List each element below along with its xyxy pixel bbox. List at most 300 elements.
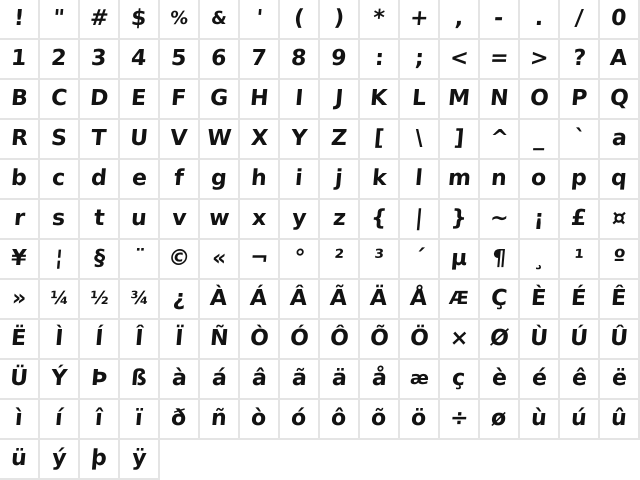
glyph-character: 5	[170, 46, 188, 71]
glyph-cell[interactable]	[360, 80, 400, 120]
glyph-character: [	[372, 126, 386, 151]
glyph-cell[interactable]	[120, 120, 160, 160]
glyph-character: )	[332, 6, 346, 31]
glyph-character: ©	[166, 246, 192, 271]
glyph-cell[interactable]	[400, 160, 440, 200]
glyph-cell[interactable]	[520, 240, 560, 280]
glyph-character: *	[372, 6, 386, 31]
glyph-character: Ï	[173, 326, 185, 351]
glyph-cell[interactable]	[600, 160, 640, 200]
glyph-character: ô	[330, 406, 348, 431]
glyph-character: s	[51, 206, 67, 231]
glyph-cell[interactable]	[280, 400, 320, 440]
glyph-cell[interactable]	[560, 120, 600, 160]
glyph-character: á	[210, 366, 228, 391]
glyph-character: w	[207, 206, 231, 231]
glyph-cell[interactable]	[200, 360, 240, 400]
glyph-character: "	[52, 6, 66, 31]
glyph-cell[interactable]	[120, 200, 160, 240]
glyph-character: '	[254, 6, 264, 31]
glyph-cell[interactable]	[40, 40, 80, 80]
glyph-cell[interactable]	[280, 280, 320, 320]
glyph-cell[interactable]	[600, 360, 640, 400]
glyph-cell[interactable]	[80, 280, 120, 320]
glyph-character: Á	[249, 286, 269, 311]
glyph-cell[interactable]	[440, 360, 480, 400]
glyph-cell[interactable]	[240, 320, 280, 360]
glyph-cell[interactable]	[400, 280, 440, 320]
glyph-cell[interactable]	[40, 0, 80, 40]
glyph-character: F	[170, 86, 188, 111]
glyph-cell[interactable]	[40, 360, 80, 400]
glyph-cell[interactable]	[600, 280, 640, 320]
glyph-cell[interactable]	[40, 320, 80, 360]
glyph-character: D	[88, 86, 110, 111]
glyph-character: /	[573, 6, 585, 31]
glyph-cell[interactable]	[40, 280, 80, 320]
glyph-cell[interactable]	[520, 120, 560, 160]
glyph-character: ×	[448, 326, 470, 351]
glyph-cell[interactable]	[240, 280, 280, 320]
glyph-character: »	[10, 286, 28, 311]
glyph-row	[0, 240, 640, 280]
glyph-cell[interactable]	[320, 360, 360, 400]
glyph-cell[interactable]	[320, 280, 360, 320]
glyph-character: ò	[250, 406, 268, 431]
glyph-cell[interactable]	[40, 160, 80, 200]
glyph-cell[interactable]	[560, 160, 600, 200]
glyph-cell[interactable]	[0, 160, 40, 200]
glyph-character: b	[10, 166, 29, 191]
glyph-cell[interactable]	[560, 320, 600, 360]
glyph-cell[interactable]	[320, 200, 360, 240]
glyph-cell[interactable]	[560, 400, 600, 440]
glyph-cell[interactable]	[280, 160, 320, 200]
glyph-character: ¡	[532, 206, 546, 231]
glyph-cell[interactable]	[600, 120, 640, 160]
glyph-character: z	[331, 206, 347, 231]
glyph-cell[interactable]	[520, 200, 560, 240]
glyph-cell[interactable]	[360, 120, 400, 160]
glyph-cell[interactable]	[480, 360, 520, 400]
glyph-character: ^	[488, 126, 510, 151]
glyph-cell[interactable]	[600, 40, 640, 80]
glyph-character: x	[250, 206, 268, 231]
glyph-character: ú	[570, 406, 588, 431]
glyph-cell[interactable]	[480, 280, 520, 320]
glyph-character: `	[572, 126, 586, 151]
glyph-character: ü	[10, 446, 28, 471]
glyph-cell[interactable]	[80, 40, 120, 80]
glyph-cell[interactable]	[320, 400, 360, 440]
glyph-character: Â	[289, 286, 309, 311]
glyph-cell[interactable]	[160, 0, 200, 40]
glyph-character: ñ	[210, 406, 228, 431]
glyph-character: !	[12, 6, 26, 31]
glyph-character: û	[610, 406, 628, 431]
glyph-cell[interactable]	[80, 0, 120, 40]
glyph-character: k	[370, 166, 388, 191]
glyph-cell[interactable]	[200, 160, 240, 200]
glyph-cell[interactable]	[200, 400, 240, 440]
glyph-character: º	[611, 246, 627, 271]
glyph-character: Ú	[569, 326, 590, 351]
glyph-cell[interactable]	[320, 160, 360, 200]
glyph-character: :	[373, 46, 385, 71]
glyph-cell[interactable]	[560, 80, 600, 120]
glyph-cell[interactable]	[520, 280, 560, 320]
glyph-character: õ	[370, 406, 388, 431]
glyph-row	[0, 280, 640, 320]
glyph-cell[interactable]	[600, 320, 640, 360]
glyph-cell[interactable]	[240, 0, 280, 40]
glyph-character: y	[290, 206, 308, 231]
glyph-cell[interactable]	[160, 80, 200, 120]
glyph-cell[interactable]	[160, 240, 200, 280]
glyph-cell[interactable]	[40, 200, 80, 240]
glyph-cell[interactable]	[320, 120, 360, 160]
glyph-character: ²	[333, 246, 345, 271]
glyph-cell[interactable]	[600, 400, 640, 440]
glyph-cell[interactable]	[520, 360, 560, 400]
glyph-cell[interactable]	[0, 400, 40, 440]
glyph-cell[interactable]	[280, 120, 320, 160]
glyph-cell[interactable]	[280, 240, 320, 280]
glyph-character: d	[90, 166, 109, 191]
glyph-cell[interactable]	[360, 360, 400, 400]
glyph-cell[interactable]	[240, 160, 280, 200]
glyph-character: #	[88, 6, 110, 31]
glyph-cell[interactable]	[0, 280, 40, 320]
glyph-character: Å	[409, 286, 429, 311]
glyph-cell[interactable]	[440, 200, 480, 240]
glyph-character: ý	[50, 446, 68, 471]
glyph-cell[interactable]	[80, 240, 120, 280]
glyph-cell[interactable]	[560, 0, 600, 40]
glyph-cell[interactable]	[0, 440, 40, 480]
glyph-row	[0, 320, 640, 360]
glyph-cell[interactable]	[240, 240, 280, 280]
glyph-character: v	[170, 206, 188, 231]
glyph-cell[interactable]	[0, 120, 40, 160]
glyph-cell[interactable]	[400, 200, 440, 240]
glyph-cell[interactable]	[560, 360, 600, 400]
glyph-cell[interactable]	[280, 0, 320, 40]
glyph-cell[interactable]	[480, 200, 520, 240]
glyph-character: X	[249, 126, 269, 151]
glyph-cell[interactable]	[400, 80, 440, 120]
glyph-cell[interactable]	[280, 360, 320, 400]
glyph-cell[interactable]	[240, 200, 280, 240]
glyph-character: $	[130, 6, 148, 31]
glyph-cell[interactable]	[400, 40, 440, 80]
glyph-cell[interactable]	[160, 200, 200, 240]
glyph-character: ¤	[610, 206, 628, 231]
glyph-cell[interactable]	[520, 80, 560, 120]
glyph-character: +	[408, 6, 430, 31]
glyph-cell[interactable]	[0, 0, 40, 40]
glyph-character: C	[49, 86, 69, 111]
glyph-cell[interactable]	[520, 400, 560, 440]
glyph-cell[interactable]	[200, 120, 240, 160]
glyph-cell[interactable]	[520, 160, 560, 200]
glyph-cell[interactable]	[120, 320, 160, 360]
glyph-cell[interactable]	[200, 40, 240, 80]
glyph-character: Q	[608, 86, 630, 111]
glyph-cell[interactable]	[0, 320, 40, 360]
glyph-cell[interactable]	[0, 240, 40, 280]
glyph-character: Ô	[328, 326, 350, 351]
glyph-character: >	[528, 46, 550, 71]
glyph-cell[interactable]	[560, 240, 600, 280]
glyph-cell[interactable]	[160, 120, 200, 160]
glyph-cell[interactable]	[160, 360, 200, 400]
glyph-cell[interactable]	[40, 120, 80, 160]
glyph-cell[interactable]	[80, 200, 120, 240]
glyph-character: ]	[452, 126, 466, 151]
glyph-cell[interactable]	[80, 160, 120, 200]
glyph-cell[interactable]	[360, 200, 400, 240]
glyph-character: °	[292, 246, 306, 271]
glyph-character: P	[569, 86, 589, 111]
glyph-cell[interactable]	[440, 160, 480, 200]
glyph-cell[interactable]	[80, 320, 120, 360]
glyph-cell[interactable]	[400, 120, 440, 160]
glyph-cell[interactable]	[400, 320, 440, 360]
glyph-cell[interactable]	[440, 320, 480, 360]
glyph-character: 8	[290, 46, 308, 71]
glyph-cell[interactable]	[600, 80, 640, 120]
glyph-cell[interactable]	[440, 240, 480, 280]
glyph-character: À	[209, 286, 229, 311]
glyph-cell[interactable]	[320, 40, 360, 80]
glyph-character: µ	[449, 246, 469, 271]
glyph-character: -	[493, 6, 505, 31]
glyph-cell[interactable]	[200, 200, 240, 240]
glyph-character: I	[293, 86, 305, 111]
glyph-cell[interactable]	[400, 400, 440, 440]
glyph-character: é	[530, 366, 548, 391]
glyph-row	[0, 160, 640, 200]
glyph-character: ¿	[171, 286, 187, 311]
glyph-character: Ç	[489, 286, 509, 311]
glyph-cell[interactable]	[440, 40, 480, 80]
glyph-character: n	[490, 166, 508, 191]
glyph-cell[interactable]	[120, 360, 160, 400]
glyph-character: ð	[170, 406, 188, 431]
glyph-cell[interactable]	[360, 280, 400, 320]
glyph-character: ó	[290, 406, 308, 431]
glyph-character: K	[369, 86, 389, 111]
glyph-character: W	[205, 126, 233, 151]
glyph-character: ~	[488, 206, 510, 231]
glyph-character: t	[92, 206, 106, 231]
glyph-cell[interactable]	[240, 360, 280, 400]
glyph-cell[interactable]	[600, 240, 640, 280]
glyph-character: B	[9, 86, 29, 111]
glyph-character: 2	[50, 46, 68, 71]
glyph-character: f	[173, 166, 185, 191]
glyph-cell[interactable]	[120, 280, 160, 320]
glyph-cell[interactable]	[280, 200, 320, 240]
glyph-cell[interactable]	[120, 440, 160, 480]
glyph-character: ¶	[490, 246, 508, 271]
glyph-character: ¦	[53, 246, 65, 271]
glyph-cell[interactable]	[160, 320, 200, 360]
glyph-character: ì	[14, 406, 24, 431]
glyph-character: ¬	[248, 246, 270, 271]
glyph-cell[interactable]	[360, 240, 400, 280]
glyph-character: M	[446, 86, 472, 111]
glyph-cell[interactable]	[80, 360, 120, 400]
glyph-row	[0, 40, 640, 80]
glyph-cell[interactable]	[120, 160, 160, 200]
glyph-character: ê	[570, 366, 588, 391]
glyph-cell[interactable]	[400, 360, 440, 400]
glyph-cell[interactable]	[480, 160, 520, 200]
glyph-cell[interactable]	[0, 80, 40, 120]
glyph-cell[interactable]	[120, 240, 160, 280]
glyph-cell[interactable]	[80, 120, 120, 160]
glyph-cell[interactable]	[200, 0, 240, 40]
glyph-character: å	[370, 366, 388, 391]
glyph-character: l	[414, 166, 424, 191]
glyph-character: .	[533, 6, 545, 31]
glyph-cell[interactable]	[440, 400, 480, 440]
glyph-cell[interactable]	[400, 240, 440, 280]
glyph-cell[interactable]	[360, 320, 400, 360]
glyph-cell[interactable]	[0, 360, 40, 400]
glyph-character: à	[170, 366, 188, 391]
glyph-cell[interactable]	[320, 240, 360, 280]
glyph-cell[interactable]	[280, 80, 320, 120]
glyph-character: i	[294, 166, 304, 191]
glyph-character: Þ	[89, 366, 109, 391]
glyph-character: =	[488, 46, 510, 71]
glyph-cell[interactable]	[40, 80, 80, 120]
glyph-character: Ø	[488, 326, 510, 351]
glyph-cell[interactable]	[80, 400, 120, 440]
glyph-cell[interactable]	[520, 320, 560, 360]
glyph-cell[interactable]	[120, 0, 160, 40]
glyph-cell[interactable]	[400, 0, 440, 40]
glyph-character: Ü	[9, 366, 30, 391]
glyph-cell[interactable]	[240, 120, 280, 160]
glyph-cell[interactable]	[480, 320, 520, 360]
glyph-cell[interactable]	[160, 160, 200, 200]
glyph-cell[interactable]	[120, 80, 160, 120]
glyph-cell[interactable]	[480, 120, 520, 160]
glyph-character: r	[12, 206, 26, 231]
glyph-cell[interactable]	[560, 40, 600, 80]
glyph-row	[0, 120, 640, 160]
glyph-cell[interactable]	[0, 40, 40, 80]
glyph-cell[interactable]	[240, 40, 280, 80]
glyph-character: 6	[210, 46, 228, 71]
glyph-cell[interactable]	[520, 0, 560, 40]
glyph-cell[interactable]	[160, 40, 200, 80]
glyph-cell[interactable]	[480, 240, 520, 280]
glyph-cell[interactable]	[560, 280, 600, 320]
glyph-cell[interactable]	[480, 40, 520, 80]
glyph-cell[interactable]	[40, 400, 80, 440]
glyph-character: H	[248, 86, 270, 111]
glyph-cell[interactable]	[520, 40, 560, 80]
glyph-cell[interactable]	[240, 80, 280, 120]
glyph-cell[interactable]	[120, 40, 160, 80]
glyph-character: 7	[250, 46, 268, 71]
glyph-cell[interactable]	[240, 400, 280, 440]
glyph-cell[interactable]	[480, 400, 520, 440]
glyph-character: Ê	[610, 286, 628, 311]
glyph-cell[interactable]	[200, 320, 240, 360]
glyph-character: U	[129, 126, 150, 151]
glyph-cell[interactable]	[560, 200, 600, 240]
glyph-cell[interactable]	[320, 0, 360, 40]
glyph-cell[interactable]	[360, 400, 400, 440]
glyph-cell[interactable]	[40, 240, 80, 280]
glyph-character: p	[570, 166, 589, 191]
glyph-cell[interactable]	[80, 80, 120, 120]
glyph-character: ¨	[132, 246, 146, 271]
glyph-cell[interactable]	[40, 440, 80, 480]
glyph-cell[interactable]	[440, 0, 480, 40]
glyph-character: È	[530, 286, 548, 311]
glyph-cell[interactable]	[280, 40, 320, 80]
glyph-cell[interactable]	[600, 200, 640, 240]
glyph-character: L	[410, 86, 428, 111]
glyph-cell[interactable]	[360, 0, 400, 40]
glyph-cell[interactable]	[320, 320, 360, 360]
glyph-cell[interactable]	[120, 400, 160, 440]
glyph-cell[interactable]	[0, 200, 40, 240]
glyph-character: Õ	[368, 326, 390, 351]
glyph-row	[0, 200, 640, 240]
glyph-row	[0, 80, 640, 120]
glyph-cell[interactable]	[80, 440, 120, 480]
glyph-cell[interactable]	[480, 80, 520, 120]
glyph-character: £	[570, 206, 588, 231]
glyph-character: E	[130, 86, 148, 111]
glyph-character: ¸	[532, 246, 546, 271]
glyph-cell[interactable]	[440, 120, 480, 160]
glyph-character: Z	[329, 126, 349, 151]
glyph-cell[interactable]	[160, 280, 200, 320]
glyph-row	[0, 440, 640, 480]
glyph-cell[interactable]	[200, 80, 240, 120]
glyph-character: ,	[453, 6, 465, 31]
glyph-character: &	[210, 8, 228, 29]
glyph-cell[interactable]	[360, 40, 400, 80]
glyph-cell[interactable]	[160, 400, 200, 440]
glyph-character: 1	[10, 46, 28, 71]
glyph-character: %	[169, 8, 189, 29]
glyph-cell[interactable]	[200, 280, 240, 320]
glyph-cell[interactable]	[200, 240, 240, 280]
glyph-cell[interactable]	[280, 320, 320, 360]
glyph-character: è	[490, 366, 508, 391]
glyph-cell[interactable]	[320, 80, 360, 120]
glyph-cell[interactable]	[440, 80, 480, 120]
glyph-character: Û	[609, 326, 630, 351]
glyph-cell[interactable]	[480, 0, 520, 40]
glyph-character: þ	[90, 446, 109, 471]
glyph-character: ë	[610, 366, 628, 391]
glyph-cell[interactable]	[440, 280, 480, 320]
glyph-character: Ö	[408, 326, 430, 351]
glyph-cell[interactable]	[600, 0, 640, 40]
glyph-cell[interactable]	[360, 160, 400, 200]
